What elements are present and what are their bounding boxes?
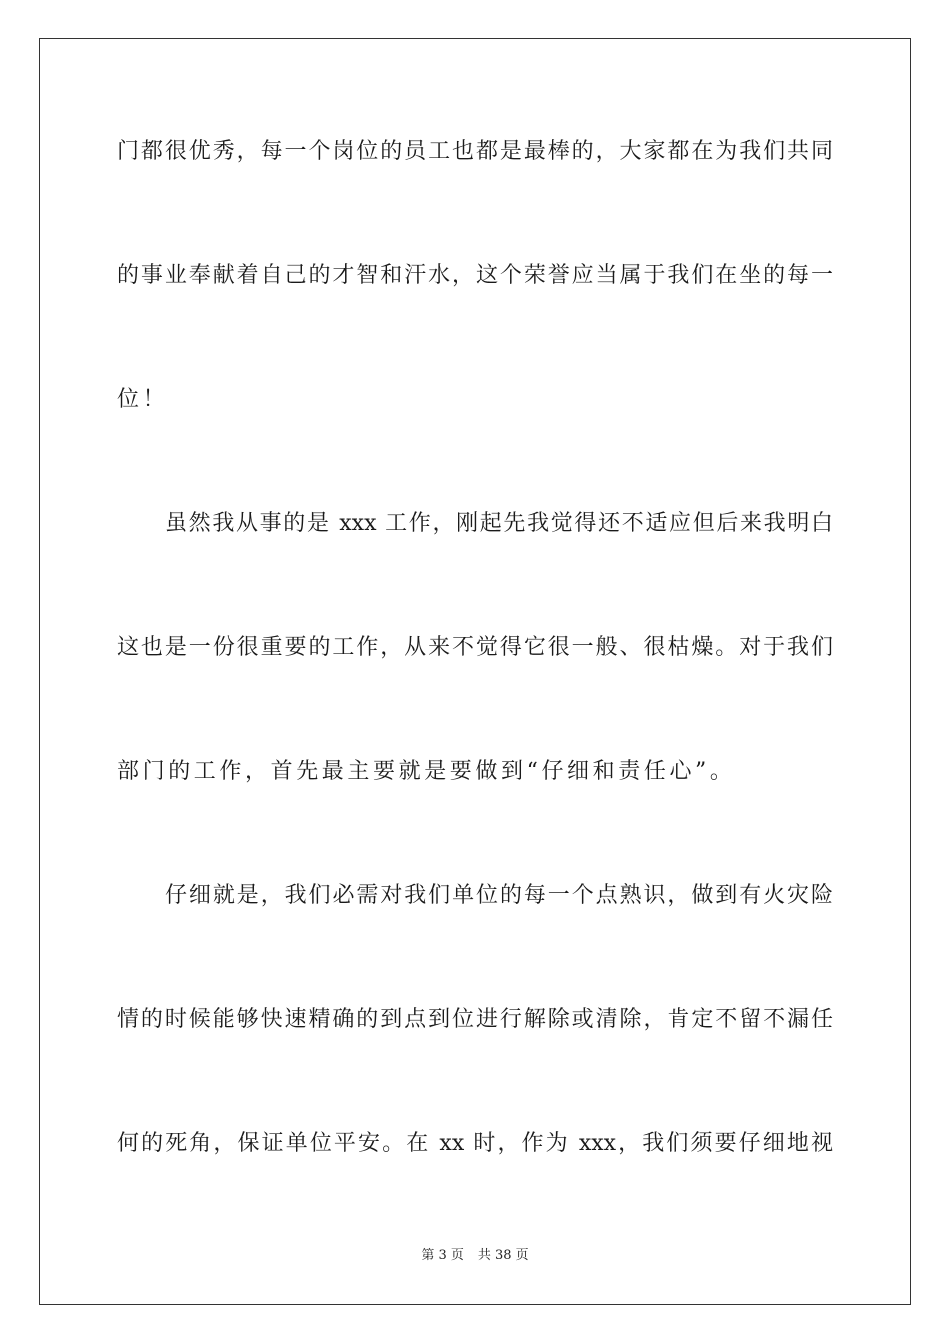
text-line-8: 情的时候能够快速精确的到点到位进行解除或清除，肯定不留不漏任 <box>117 1007 833 1032</box>
page-number-current: 第 3 页 <box>421 1248 464 1263</box>
text-line-2: 的事业奉献着自己的才智和汗水，这个荣誉应当属于我们在坐的每一 <box>117 263 833 288</box>
text-line-4: 虽然我从事的是 xxx 工作，刚起先我觉得还不适应但后来我明白 <box>165 511 833 536</box>
text-line-1: 门都很优秀，每一个岗位的员工也都是最棒的，大家都在为我们共同 <box>117 139 833 164</box>
page-footer <box>0 1247 950 1265</box>
text-line-7: 仔细就是，我们必需对我们单位的每一个点熟识，做到有火灾险 <box>165 883 833 908</box>
text-line-3: 位！ <box>117 387 169 412</box>
text-line-9: 何的死角，保证单位平安。在 xx 时，作为 xxx，我们须要仔细地视 <box>117 1131 833 1156</box>
text-line-6: 部门的工作，首先最主要就是要做到“仔细和责任心”。 <box>117 759 736 784</box>
text-line-5: 这也是一份很重要的工作，从来不觉得它很一般、很枯燥。对于我们 <box>117 635 833 660</box>
page-number-total: 共 38 页 <box>477 1248 529 1263</box>
page-frame <box>39 38 911 1305</box>
